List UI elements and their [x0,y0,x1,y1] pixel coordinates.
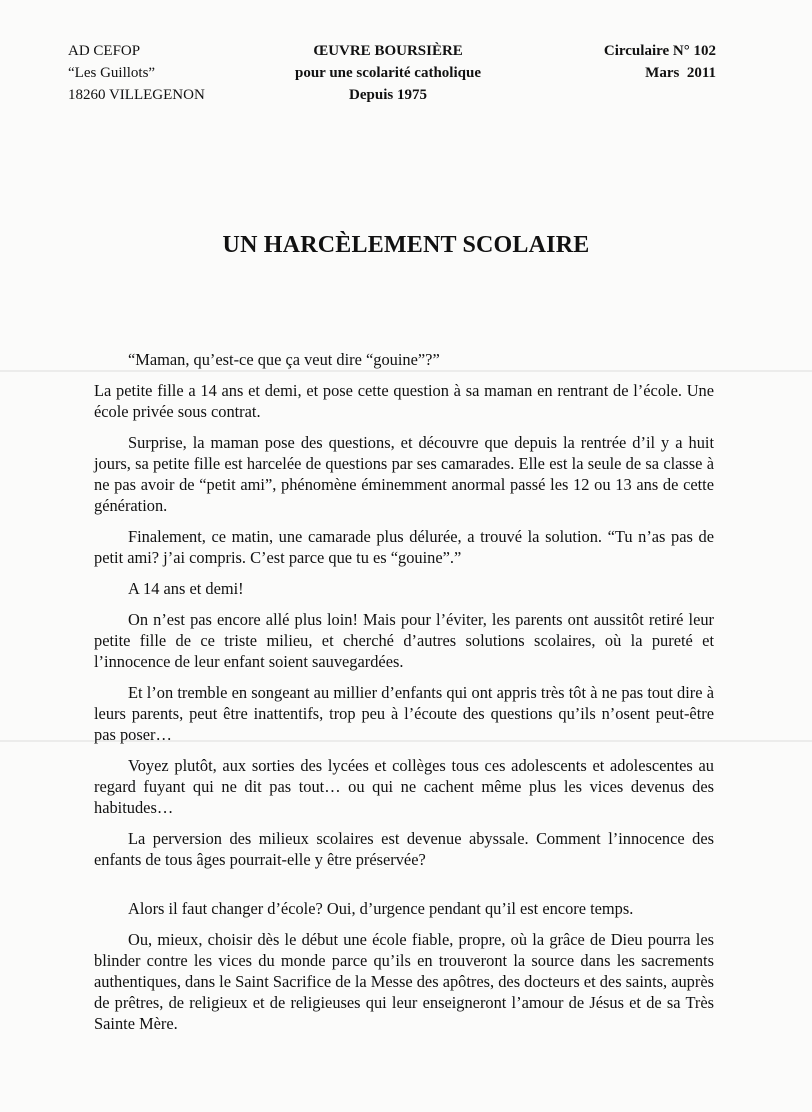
sender-name: AD CEFOP [68,43,141,59]
circular-info [604,40,716,84]
circular-number: Circulaire N° 102 [603,43,716,59]
organization-name: ŒUVRE BOURSIÈRE [313,43,463,59]
organization-mission: pour une scolarité catholique [295,65,481,81]
paragraph: Surprise, la maman pose des questions, et découvre que depuis la rentrée d’il y a huit jours, sa petite fille est harcelée de questions par ses camarades. Elle est la seule de sa classe à ne pas avoir de “petit ami”, phénomène éminemment anormal passé les 12 ou 13 ans de cette génération. [94,433,714,515]
sender-city: 18260 VILLEGENON [68,87,205,103]
paragraph: La perversion des milieux scolaires est devenue abyssale. Comment l’innocence des enfants de tous âges pourrait-elle y être préservée? [94,829,714,869]
paragraph: On n’est pas encore allé plus loin! Mais pour l’éviter, les parents ont aussitôt retiré leur petite fille de ce triste milieu, et cherché d’autres solutions scolaires, où la pureté et l’innocence de leur enfant soient sauvegardées. [94,610,714,671]
paragraph: A 14 ans et demi! [128,579,244,598]
article-body [94,349,714,1044]
paragraph: La petite fille a 14 ans et demi, et pose cette question à sa maman en rentrant de l’école. Une école privée sous contrat. [94,381,714,421]
organization-block [218,40,558,106]
sender-address [68,40,205,106]
sender-place: “Les Guillots” [68,65,156,81]
paragraph: Et l’on tremble en songeant au millier d’enfants qui ont appris très tôt à ne pas tout dire à leurs parents, peut être inattentifs, trop peu à l’écoute des questions qu’ils n’osent peut-être pas poser… [94,683,714,744]
paragraph: Voyez plutôt, aux sorties des lycées et collèges tous ces adolescents et adolescentes au regard fuyant qui ne dit pas tout… ou qui ne cachent même plus les vices devenus des habitudes… [94,756,714,817]
letterhead [68,40,716,108]
paragraph: Ou, mieux, choisir dès le début une école fiable, propre, où la grâce de Dieu pourra les blinder contre les vices du monde parce qu’ils en trouveront la source dans les sacrements authentiques, dans le Saint Sacrifice de la Messe des apôtres, des docteurs et des saints, auprès de prêtres, de religieux et de religieuses qui leur enseigneront l’amour de Jésus et de sa Très Sainte Mère. [94,930,714,1033]
organization-founded: Depuis 1975 [349,87,427,103]
circular-date: Mars 2011 [645,65,716,81]
paragraph: Finalement, ce matin, une camarade plus délurée, a trouvé la solution. “Tu n’as pas de petit ami? j’ai compris. C’est parce que tu es “gouine”.” [94,527,714,567]
paragraph: Alors il faut changer d’école? Oui, d’urgence pendant qu’il est encore temps. [128,899,634,918]
document-title: UN HARCÈLEMENT SCOLAIRE [222,232,590,258]
paragraph: “Maman, qu’est-ce que ça veut dire “gouine”?” [128,350,440,369]
